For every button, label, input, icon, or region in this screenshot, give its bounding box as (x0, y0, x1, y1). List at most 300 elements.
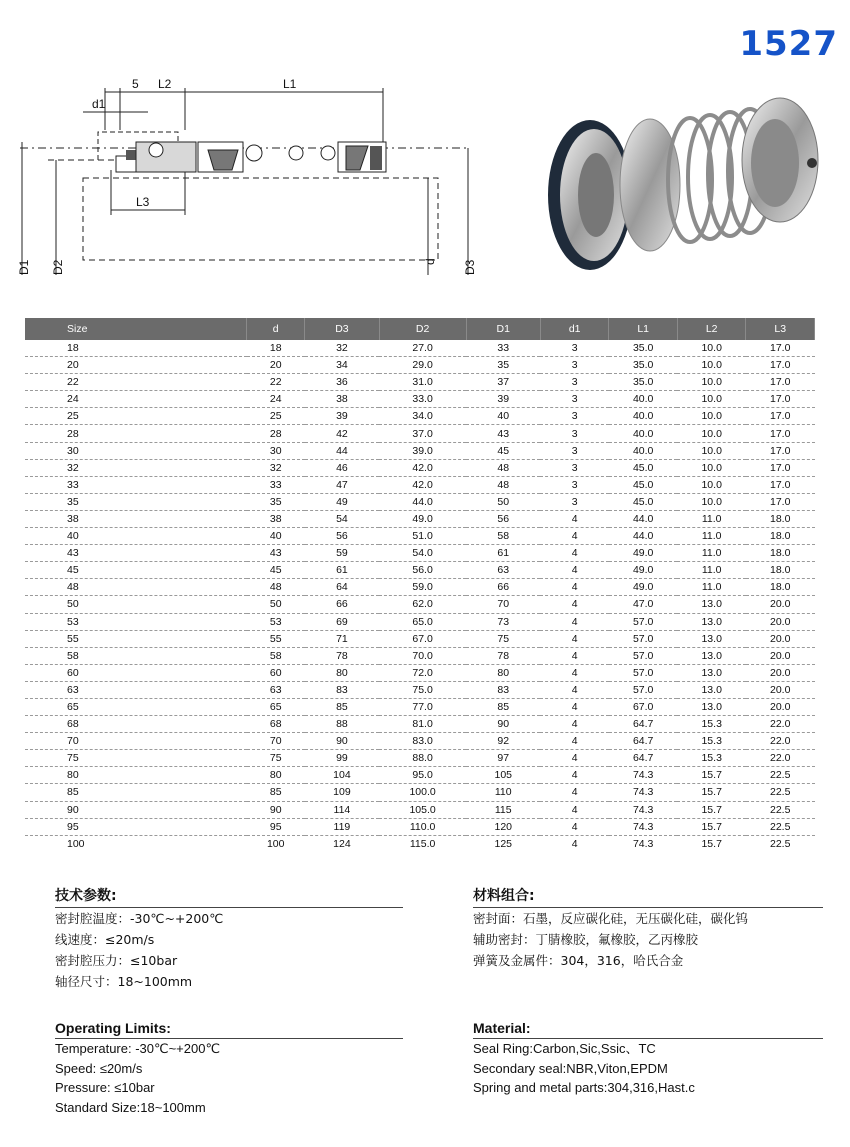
table-cell: 31.0 (379, 374, 466, 391)
table-cell: 85 (25, 784, 247, 801)
table-cell: 35 (247, 493, 305, 510)
table-cell: 110.0 (379, 818, 466, 835)
table-cell: 15.3 (677, 750, 746, 767)
table-cell: 17.0 (746, 340, 815, 357)
table-cell: 18.0 (746, 579, 815, 596)
table-cell: 35 (466, 357, 540, 374)
table-cell: 73 (466, 613, 540, 630)
col-d1-big: D1 (466, 318, 540, 340)
dim-d1: d1 (92, 97, 106, 111)
table-cell: 43 (25, 545, 247, 562)
table-row (25, 750, 815, 767)
table-cell: 30 (247, 442, 305, 459)
table-cell: 18.0 (746, 528, 815, 545)
dim-l3: L3 (136, 195, 150, 209)
table-cell: 54 (305, 510, 379, 527)
table-row (25, 698, 815, 715)
table-cell: 66 (466, 579, 540, 596)
table-cell: 78 (466, 647, 540, 664)
table-cell: 70.0 (379, 647, 466, 664)
table-cell: 78 (305, 647, 379, 664)
model-number: 1527 (739, 24, 838, 64)
table-row (25, 408, 815, 425)
table-cell: 88.0 (379, 750, 466, 767)
table-cell: 37 (466, 374, 540, 391)
table-cell: 45 (25, 562, 247, 579)
table-cell: 20.0 (746, 698, 815, 715)
table-row (25, 613, 815, 630)
table-cell: 3 (540, 357, 609, 374)
table-cell: 80 (305, 664, 379, 681)
table-cell: 95 (25, 818, 247, 835)
table-cell: 57.0 (609, 681, 678, 698)
table-cell: 68 (247, 716, 305, 733)
table-cell: 57.0 (609, 647, 678, 664)
table-cell: 58 (25, 647, 247, 664)
table-cell: 22.0 (746, 733, 815, 750)
table-cell: 4 (540, 613, 609, 630)
table-cell: 120 (466, 818, 540, 835)
table-cell: 49.0 (609, 545, 678, 562)
table-cell: 40.0 (609, 442, 678, 459)
table-cell: 20.0 (746, 630, 815, 647)
table-cell: 17.0 (746, 374, 815, 391)
table-cell: 39.0 (379, 442, 466, 459)
table-row (25, 545, 815, 562)
table-row (25, 374, 815, 391)
table-cell: 40.0 (609, 408, 678, 425)
table-cell: 18 (247, 340, 305, 357)
table-cell: 85 (466, 698, 540, 715)
table-cell: 27.0 (379, 340, 466, 357)
col-d3: D3 (305, 318, 379, 340)
table-cell: 22 (247, 374, 305, 391)
table-cell: 17.0 (746, 357, 815, 374)
table-cell: 22.0 (746, 716, 815, 733)
tech-params-cn-line: 轴径尺寸：18~100mm (55, 974, 193, 989)
table-cell: 44.0 (609, 528, 678, 545)
table-cell: 4 (540, 596, 609, 613)
table-cell: 13.0 (677, 613, 746, 630)
table-cell: 22.5 (746, 784, 815, 801)
table-cell: 22.5 (770, 837, 791, 850)
table-cell: 85 (305, 698, 379, 715)
table-cell: 90 (466, 716, 540, 733)
table-cell: 104 (305, 767, 379, 784)
material-en-line: Secondary seal:NBR,Viton,EPDM (473, 1060, 668, 1076)
table-cell: 74.3 (609, 801, 678, 818)
material-cn-line: 辅助密封：丁腈橡胶，氟橡胶，乙丙橡胶 (473, 932, 699, 947)
material-en-line: Spring and metal parts:304,316,Hast.c (473, 1080, 695, 1095)
table-cell: 4 (540, 698, 609, 715)
table-cell: 4 (540, 818, 609, 835)
table-cell: 74.3 (609, 784, 678, 801)
table-cell: 4 (540, 528, 609, 545)
operating-limits-line: Pressure: ≤10bar (55, 1080, 155, 1095)
dim-D1: D1 (17, 259, 31, 275)
table-cell: 17.0 (746, 425, 815, 442)
table-cell: 3 (540, 459, 609, 476)
col-size: Size (25, 318, 247, 340)
table-cell: 20.0 (746, 647, 815, 664)
table-cell: 15.3 (677, 716, 746, 733)
table-cell: 3 (540, 374, 609, 391)
table-cell: 22.5 (746, 818, 815, 835)
table-cell: 63 (466, 562, 540, 579)
table-cell: 4 (540, 733, 609, 750)
table-cell: 50 (25, 596, 247, 613)
table-cell: 13.0 (677, 664, 746, 681)
table-cell: 39 (305, 408, 379, 425)
table-cell: 114 (305, 801, 379, 818)
table-cell: 22 (25, 374, 247, 391)
operating-limits-line: Speed: ≤20m/s (55, 1060, 143, 1076)
table-cell: 64.7 (609, 733, 678, 750)
tech-params-cn (55, 885, 403, 992)
table-cell: 90 (305, 733, 379, 750)
table-cell: 36 (305, 374, 379, 391)
table-cell: 37.0 (379, 425, 466, 442)
table-cell: 10.0 (677, 425, 746, 442)
table-cell: 17.0 (746, 476, 815, 493)
col-l3: L3 (746, 318, 815, 340)
table-cell: 53 (25, 613, 247, 630)
table-cell: 15.7 (701, 837, 722, 850)
table-cell: 90 (247, 801, 305, 818)
table-cell: 10.0 (677, 374, 746, 391)
table-cell: 17.0 (746, 442, 815, 459)
table-cell: 28 (25, 425, 247, 442)
table-cell: 4 (540, 716, 609, 733)
dim-D3: D3 (463, 259, 477, 275)
table-cell: 24 (25, 391, 247, 408)
table-cell: 74.3 (609, 818, 678, 835)
table-cell: 88 (305, 716, 379, 733)
table-cell: 11.0 (677, 510, 746, 527)
tech-params-cn-line: 线速度：≤20m/s (55, 932, 155, 947)
table-cell: 125 (494, 837, 513, 850)
table-cell: 70 (247, 733, 305, 750)
table-cell: 92 (466, 733, 540, 750)
table-cell: 4 (540, 801, 609, 818)
table-cell: 43 (466, 425, 540, 442)
table-cell: 11.0 (677, 528, 746, 545)
material-cn-title: 材料组合: (473, 885, 823, 908)
table-cell: 3 (540, 493, 609, 510)
table-cell: 4 (540, 681, 609, 698)
table-cell: 48 (25, 579, 247, 596)
table-cell: 48 (466, 476, 540, 493)
table-cell: 10.0 (677, 476, 746, 493)
table-cell: 32 (25, 459, 247, 476)
table-cell: 42 (305, 425, 379, 442)
material-en-line: Seal Ring:Carbon,Sic,Ssic、TC (473, 1041, 656, 1056)
table-cell: 100 (67, 837, 85, 850)
table-cell: 3 (540, 408, 609, 425)
table-cell: 20 (25, 357, 247, 374)
table-cell: 4 (540, 630, 609, 647)
table-cell: 34.0 (379, 408, 466, 425)
table-cell: 44 (305, 442, 379, 459)
table-cell: 105.0 (379, 801, 466, 818)
col-l2: L2 (677, 318, 746, 340)
table-cell: 3 (540, 340, 609, 357)
table-cell: 44.0 (379, 493, 466, 510)
table-cell: 15.3 (677, 733, 746, 750)
table-cell: 65 (247, 698, 305, 715)
table-cell: 64.7 (609, 716, 678, 733)
table-cell: 20.0 (746, 613, 815, 630)
table-cell: 4 (540, 647, 609, 664)
material-cn (473, 885, 823, 971)
table-cell: 59 (305, 545, 379, 562)
table-cell: 49.0 (609, 579, 678, 596)
table-cell: 124 (333, 837, 351, 850)
table-cell: 30 (25, 442, 247, 459)
table-cell: 58 (466, 528, 540, 545)
table-cell: 4 (540, 545, 609, 562)
table-cell: 4 (540, 579, 609, 596)
table-cell: 45.0 (609, 493, 678, 510)
table-cell: 24 (247, 391, 305, 408)
table-cell: 83 (466, 681, 540, 698)
table-row (25, 528, 815, 545)
table-cell: 35.0 (609, 340, 678, 357)
table-cell: 49.0 (379, 510, 466, 527)
tech-params-cn-title: 技术参数: (55, 885, 403, 908)
table-cell: 43 (247, 545, 305, 562)
table-cell: 45 (247, 562, 305, 579)
table-row (25, 767, 815, 784)
table-cell: 40 (25, 528, 247, 545)
table-cell: 61 (305, 562, 379, 579)
table-cell: 95 (247, 818, 305, 835)
table-cell: 70 (25, 733, 247, 750)
table-cell: 25 (25, 408, 247, 425)
table-cell: 3 (540, 476, 609, 493)
table-cell: 97 (466, 750, 540, 767)
table-cell: 75.0 (379, 681, 466, 698)
tech-params-cn-line: 密封腔温度：-30℃~+200℃ (55, 911, 224, 926)
table-cell: 4 (540, 510, 609, 527)
table-cell: 17.0 (746, 493, 815, 510)
table-cell: 40.0 (609, 425, 678, 442)
table-cell: 69 (305, 613, 379, 630)
table-cell: 33 (466, 340, 540, 357)
table-cell: 25 (247, 408, 305, 425)
table-row (25, 391, 815, 408)
table-cell: 13.0 (677, 647, 746, 664)
table-cell: 33.0 (379, 391, 466, 408)
table-cell: 33 (247, 476, 305, 493)
table-row (25, 340, 815, 357)
table-cell: 20.0 (746, 681, 815, 698)
table-cell: 62.0 (379, 596, 466, 613)
table-cell: 38 (305, 391, 379, 408)
table-cell: 115.0 (409, 837, 436, 850)
table-cell: 75 (25, 750, 247, 767)
table-row (25, 493, 815, 510)
table-cell: 109 (305, 784, 379, 801)
table-cell: 74.3 (609, 767, 678, 784)
table-row (25, 459, 815, 476)
table-cell: 11.0 (677, 579, 746, 596)
product-photo (530, 85, 830, 285)
table-row (25, 596, 815, 613)
material-en-title: Material: (473, 1020, 823, 1039)
table-cell: 83.0 (379, 733, 466, 750)
table-cell: 22.0 (746, 750, 815, 767)
table-cell: 32 (247, 459, 305, 476)
dim-l2: L2 (158, 77, 172, 91)
table-cell: 4 (540, 750, 609, 767)
table-cell: 60 (247, 664, 305, 681)
table-row (25, 733, 815, 750)
table-cell: 29.0 (379, 357, 466, 374)
table-cell: 4 (540, 664, 609, 681)
table-cell: 18.0 (746, 562, 815, 579)
table-cell: 10.0 (677, 391, 746, 408)
dim-d: d (423, 258, 437, 265)
table-cell: 10.0 (677, 408, 746, 425)
col-d2: D2 (379, 318, 466, 340)
table-cell: 80 (247, 767, 305, 784)
table-cell: 67.0 (379, 630, 466, 647)
table-cell: 59.0 (379, 579, 466, 596)
table-cell: 34 (305, 357, 379, 374)
table-cell: 60 (25, 664, 247, 681)
table-cell: 49 (305, 493, 379, 510)
table-cell: 72.0 (379, 664, 466, 681)
table-cell: 80 (466, 664, 540, 681)
table-cell: 28 (247, 425, 305, 442)
table-row (25, 425, 815, 442)
table-cell: 110 (466, 784, 540, 801)
col-d: d (247, 318, 305, 340)
table-row (25, 510, 815, 527)
table-cell: 39 (466, 391, 540, 408)
table-cell: 40.0 (609, 391, 678, 408)
table-cell: 10.0 (677, 340, 746, 357)
table-cell: 63 (247, 681, 305, 698)
table-cell: 53 (247, 613, 305, 630)
table-cell: 57.0 (609, 664, 678, 681)
table-cell: 18.0 (746, 545, 815, 562)
table-cell: 15.7 (677, 801, 746, 818)
table-cell: 67.0 (609, 698, 678, 715)
table-row (25, 357, 815, 374)
table-row (25, 818, 815, 835)
table-cell: 22.5 (746, 767, 815, 784)
table-cell: 83 (305, 681, 379, 698)
table-cell: 66 (305, 596, 379, 613)
operating-limits-en (55, 1020, 403, 1117)
table-cell: 56 (305, 528, 379, 545)
table-cell: 10.0 (677, 493, 746, 510)
table-cell: 20 (247, 357, 305, 374)
table-cell: 65 (25, 698, 247, 715)
table-cell: 49.0 (609, 562, 678, 579)
table-cell: 20.0 (746, 596, 815, 613)
table-cell: 80 (25, 767, 247, 784)
table-row (25, 801, 815, 818)
dim-D2: D2 (51, 259, 65, 275)
table-cell: 17.0 (746, 459, 815, 476)
table-cell: 4 (540, 784, 609, 801)
table-row (25, 630, 815, 647)
table-cell: 3 (540, 391, 609, 408)
table-cell: 55 (247, 630, 305, 647)
table-row (25, 442, 815, 459)
table-row (25, 681, 815, 698)
table-cell: 4 (571, 837, 578, 850)
table-row (25, 647, 815, 664)
table-cell: 33 (25, 476, 247, 493)
dimension-table (25, 318, 815, 852)
table-cell: 20.0 (746, 664, 815, 681)
table-cell: 48 (466, 459, 540, 476)
table-cell: 32 (305, 340, 379, 357)
table-row (25, 579, 815, 596)
material-cn-line: 弹簧及金属件：304，316，哈氏合金 (473, 953, 684, 968)
table-cell: 50 (247, 596, 305, 613)
table-cell: 13.0 (677, 596, 746, 613)
table-cell: 64.7 (609, 750, 678, 767)
table-cell: 17.0 (746, 408, 815, 425)
table-cell: 47 (305, 476, 379, 493)
table-cell: 4 (540, 767, 609, 784)
table-cell: 11.0 (677, 562, 746, 579)
table-cell: 15.7 (677, 784, 746, 801)
table-cell: 46 (305, 459, 379, 476)
table-cell: 3 (540, 442, 609, 459)
table-cell: 42.0 (379, 459, 466, 476)
table-cell: 95.0 (379, 767, 466, 784)
table-cell: 105 (466, 767, 540, 784)
table-cell: 70 (466, 596, 540, 613)
table-cell: 15.7 (677, 767, 746, 784)
table-cell: 63 (25, 681, 247, 698)
table-header-row (25, 318, 815, 340)
table-cell: 56.0 (379, 562, 466, 579)
table-row (25, 784, 815, 801)
table-cell: 3 (540, 425, 609, 442)
table-cell: 4 (540, 562, 609, 579)
table-cell: 75 (247, 750, 305, 767)
table-row (25, 664, 815, 681)
table-cell: 40 (466, 408, 540, 425)
operating-limits-title: Operating Limits: (55, 1020, 403, 1039)
table-cell: 45.0 (609, 476, 678, 493)
table-row (25, 562, 815, 579)
table-cell: 64 (305, 579, 379, 596)
table-cell: 65.0 (379, 613, 466, 630)
material-cn-line: 密封面：石墨，反应碳化硅，无压碳化硅，碳化钨 (473, 911, 749, 926)
table-cell: 40 (247, 528, 305, 545)
table-cell: 50 (466, 493, 540, 510)
table-cell: 47.0 (609, 596, 678, 613)
table-cell: 42.0 (379, 476, 466, 493)
table-cell: 15.7 (677, 818, 746, 835)
table-cell: 22.5 (746, 801, 815, 818)
table-cell: 55 (25, 630, 247, 647)
table-cell: 13.0 (677, 698, 746, 715)
table-cell: 115 (466, 801, 540, 818)
table-cell: 61 (466, 545, 540, 562)
table-cell: 18 (25, 340, 247, 357)
table-cell: 10.0 (677, 459, 746, 476)
table-row (25, 835, 815, 852)
